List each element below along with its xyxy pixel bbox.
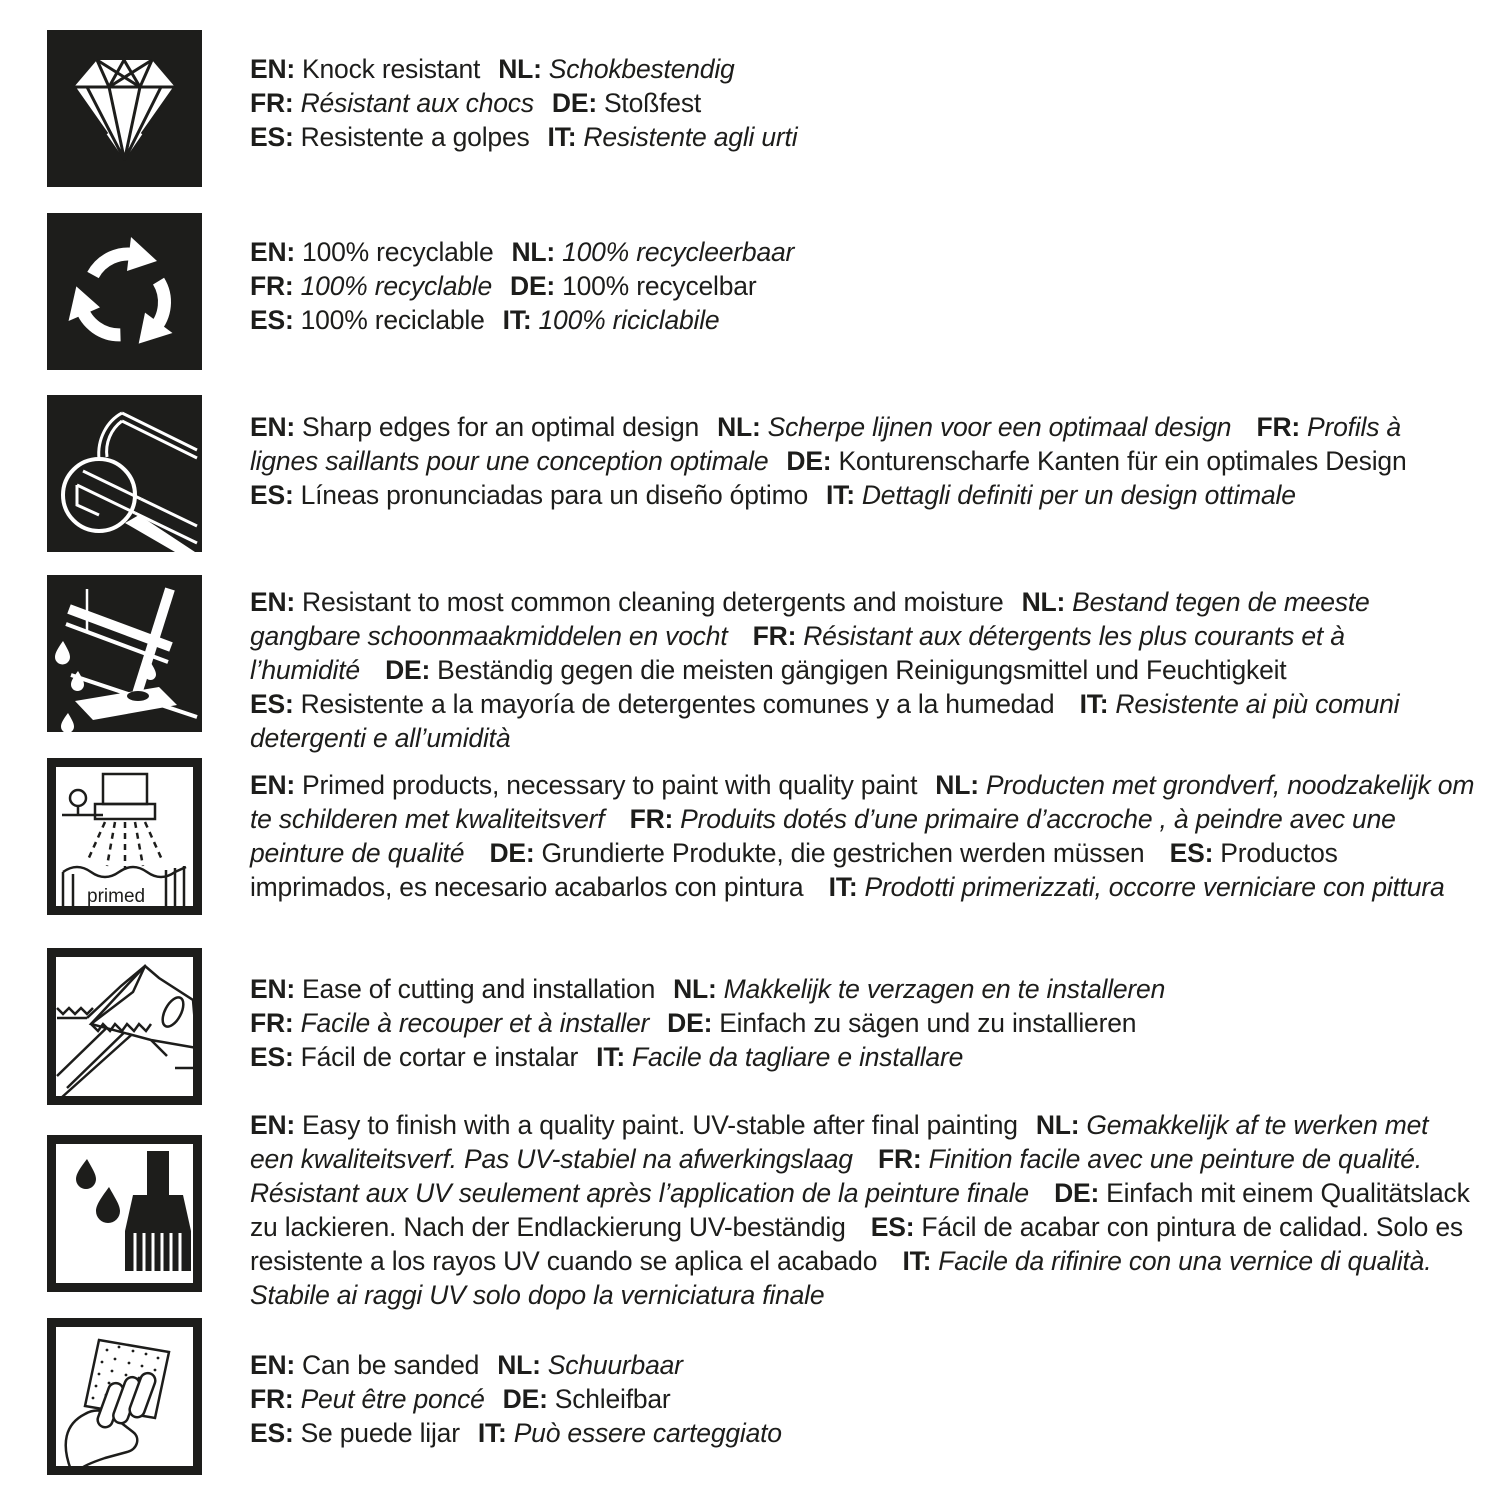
lang-label-es: ES: (870, 1212, 915, 1242)
feature-text (250, 410, 1475, 512)
lang-text-it: Resistente ai più comuni detergenti e all’umidità (250, 689, 1400, 753)
lang-label-de: DE: (502, 1384, 548, 1414)
lang-text-es: Resistente a la mayoría de detergentes comunes y a la humedad (300, 689, 1055, 719)
lang-label-fr: FR: (250, 88, 294, 118)
lang-label-en: EN: (250, 974, 296, 1004)
lang-text-en: Can be sanded (302, 1350, 480, 1380)
lang-label-de: DE: (385, 655, 431, 685)
lang-label-it: IT: (1079, 689, 1109, 719)
lang-text-es: Productos imprimados, es necesario acabarlos con pintura (250, 838, 1338, 902)
primed-label: primed (87, 886, 146, 907)
lang-text-it: Facile da rifinire con una vernice di qualità. Stabile ai raggi UV solo dopo la verniciatura finale (250, 1246, 1432, 1310)
lang-label-fr: FR: (1256, 412, 1301, 442)
lang-label-nl: NL: (1021, 587, 1066, 617)
lang-text-es: Resistente a golpes (300, 122, 530, 152)
lang-text-es: Líneas pronunciadas para un diseño óptimo (300, 480, 809, 510)
lang-label-it: IT: (477, 1418, 507, 1448)
lang-label-de: DE: (489, 838, 535, 868)
feature-text (250, 52, 1475, 154)
lang-text-fr: Résistant aux détergents les plus courants et à l’humidité (250, 621, 1345, 685)
feature-text (250, 235, 1475, 337)
lang-text-nl: Gemakkelijk af te werken met een kwaliteitsverf. Pas UV-stabiel na afwerkingslaag (250, 1110, 1429, 1174)
lang-text-fr: Résistant aux chocs (300, 88, 534, 118)
lang-label-nl: NL: (1035, 1110, 1080, 1140)
lang-label-de: DE: (786, 446, 832, 476)
lang-text-en: Ease of cutting and installation (302, 974, 656, 1004)
lang-label-es: ES: (250, 689, 294, 719)
lang-text-fr: Facile à recouper et à installer (300, 1008, 650, 1038)
lang-label-it: IT: (828, 872, 858, 902)
lang-label-es: ES: (250, 1042, 294, 1072)
lang-label-de: DE: (510, 271, 556, 301)
lang-label-nl: NL: (497, 1350, 541, 1380)
lang-text-fr: Finition facile avec une peinture de qualité. Résistant aux UV seulement après l’application de la peinture finale (250, 1144, 1422, 1208)
lang-label-en: EN: (250, 587, 296, 617)
feature-text (250, 1348, 1475, 1450)
lang-label-it: IT: (902, 1246, 932, 1276)
lang-label-de: DE: (667, 1008, 713, 1038)
lang-label-de: DE: (551, 88, 597, 118)
lang-label-it: IT: (547, 122, 577, 152)
lang-text-it: 100% riciclabile (538, 305, 720, 335)
lang-text-it: Dettagli definiti per un design ottimale (861, 480, 1296, 510)
lang-label-nl: NL: (717, 412, 761, 442)
diamond-icon (47, 30, 202, 187)
lang-text-nl: 100% recycleerbaar (562, 237, 795, 267)
lang-label-fr: FR: (752, 621, 797, 651)
lang-text-de: Konturenscharfe Kanten für ein optimales Design (838, 446, 1407, 476)
lang-label-fr: FR: (250, 1008, 294, 1038)
feature-text (250, 972, 1475, 1074)
lang-label-it: IT: (826, 480, 855, 510)
lang-text-nl: Producten met grondverf, noodzakelijk om te schilderen met kwaliteitsverf (250, 770, 1475, 834)
lang-text-it: Resistente agli urti (583, 122, 798, 152)
lang-label-fr: FR: (878, 1144, 922, 1174)
lang-label-en: EN: (250, 770, 296, 800)
lang-text-de: Grundierte Produkte, die gestrichen werden müssen (541, 838, 1145, 868)
feature-text (250, 1108, 1475, 1312)
lang-label-it: IT: (596, 1042, 626, 1072)
recycle-icon (47, 213, 202, 370)
lang-label-nl: NL: (498, 54, 542, 84)
lang-text-fr: Peut être poncé (300, 1384, 485, 1414)
magnifier-profile-icon (47, 395, 202, 552)
feature-text (250, 585, 1475, 755)
lang-text-es: Fácil de cortar e instalar (300, 1042, 579, 1072)
lang-text-it: Facile da tagliare e installare (632, 1042, 964, 1072)
lang-label-it: IT: (502, 305, 532, 335)
lang-text-de: Beständig gegen die meisten gängigen Reinigungsmittel und Feuchtigkeit (437, 655, 1287, 685)
lang-label-es: ES: (250, 1418, 294, 1448)
lang-text-nl: Schuurbaar (547, 1350, 683, 1380)
lang-text-en: Sharp edges for an optimal design (302, 412, 700, 442)
lang-text-nl: Makkelijk te verzagen en te installeren (723, 974, 1166, 1004)
lang-text-de: Einfach mit einem Qualitätslack zu lackieren. Nach der Endlackierung UV-beständig (250, 1178, 1470, 1242)
lang-text-de: Einfach zu sägen und zu installieren (719, 1008, 1137, 1038)
lang-text-nl: Scherpe lijnen voor een optimaal design (767, 412, 1232, 442)
lang-label-fr: FR: (250, 1384, 294, 1414)
lang-text-es: 100% reciclable (300, 305, 485, 335)
lang-label-fr: FR: (250, 271, 294, 301)
lang-label-es: ES: (250, 480, 294, 510)
lang-text-nl: Bestand tegen de meeste gangbare schoonmaakmiddelen en vocht (250, 587, 1370, 651)
lang-label-nl: NL: (511, 237, 556, 267)
primer-spray-icon (47, 758, 202, 915)
lang-text-fr: Produits dotés d’une primaire d’accroche , à peindre avec une peinture de qualité (250, 804, 1396, 868)
lang-text-it: Prodotti primerizzati, occorre verniciare con pittura (864, 872, 1445, 902)
lang-text-es: Fácil de acabar con pintura de calidad. Solo es resistente a los rayos UV cuando se aplica el acabado (250, 1212, 1463, 1276)
lang-text-en: Resistant to most common cleaning detergents and moisture (302, 587, 1004, 617)
paintbrush-drops-icon (47, 1135, 202, 1292)
lang-text-nl: Schokbestendig (548, 54, 735, 84)
saw-cutting-icon (47, 948, 202, 1105)
lang-label-en: EN: (250, 237, 296, 267)
lang-text-fr: 100% recyclable (300, 271, 493, 301)
mop-cleaning-icon (47, 575, 202, 732)
lang-text-en: 100% recyclable (302, 237, 494, 267)
lang-text-de: 100% recycelbar (562, 271, 757, 301)
lang-label-fr: FR: (629, 804, 674, 834)
lang-text-en: Easy to finish with a quality paint. UV-stable after final painting (302, 1110, 1018, 1140)
sanding-hand-icon (47, 1318, 202, 1475)
lang-label-es: ES: (250, 122, 294, 152)
lang-label-en: EN: (250, 412, 296, 442)
lang-label-nl: NL: (935, 770, 979, 800)
lang-label-es: ES: (1169, 838, 1214, 868)
lang-text-it: Può essere carteggiato (513, 1418, 782, 1448)
lang-label-nl: NL: (673, 974, 717, 1004)
lang-text-en: Knock resistant (302, 54, 481, 84)
lang-text-de: Schleifbar (554, 1384, 671, 1414)
lang-label-en: EN: (250, 54, 296, 84)
lang-label-es: ES: (250, 305, 294, 335)
lang-label-en: EN: (250, 1110, 296, 1140)
lang-text-de: Stoßfest (603, 88, 702, 118)
feature-text (250, 768, 1475, 904)
lang-label-en: EN: (250, 1350, 296, 1380)
lang-text-fr: Profils à lignes saillants pour une conception optimale (250, 412, 1401, 476)
lang-text-en: Primed products, necessary to paint with quality paint (302, 770, 918, 800)
lang-label-de: DE: (1054, 1178, 1100, 1208)
lang-text-es: Se puede lijar (300, 1418, 460, 1448)
